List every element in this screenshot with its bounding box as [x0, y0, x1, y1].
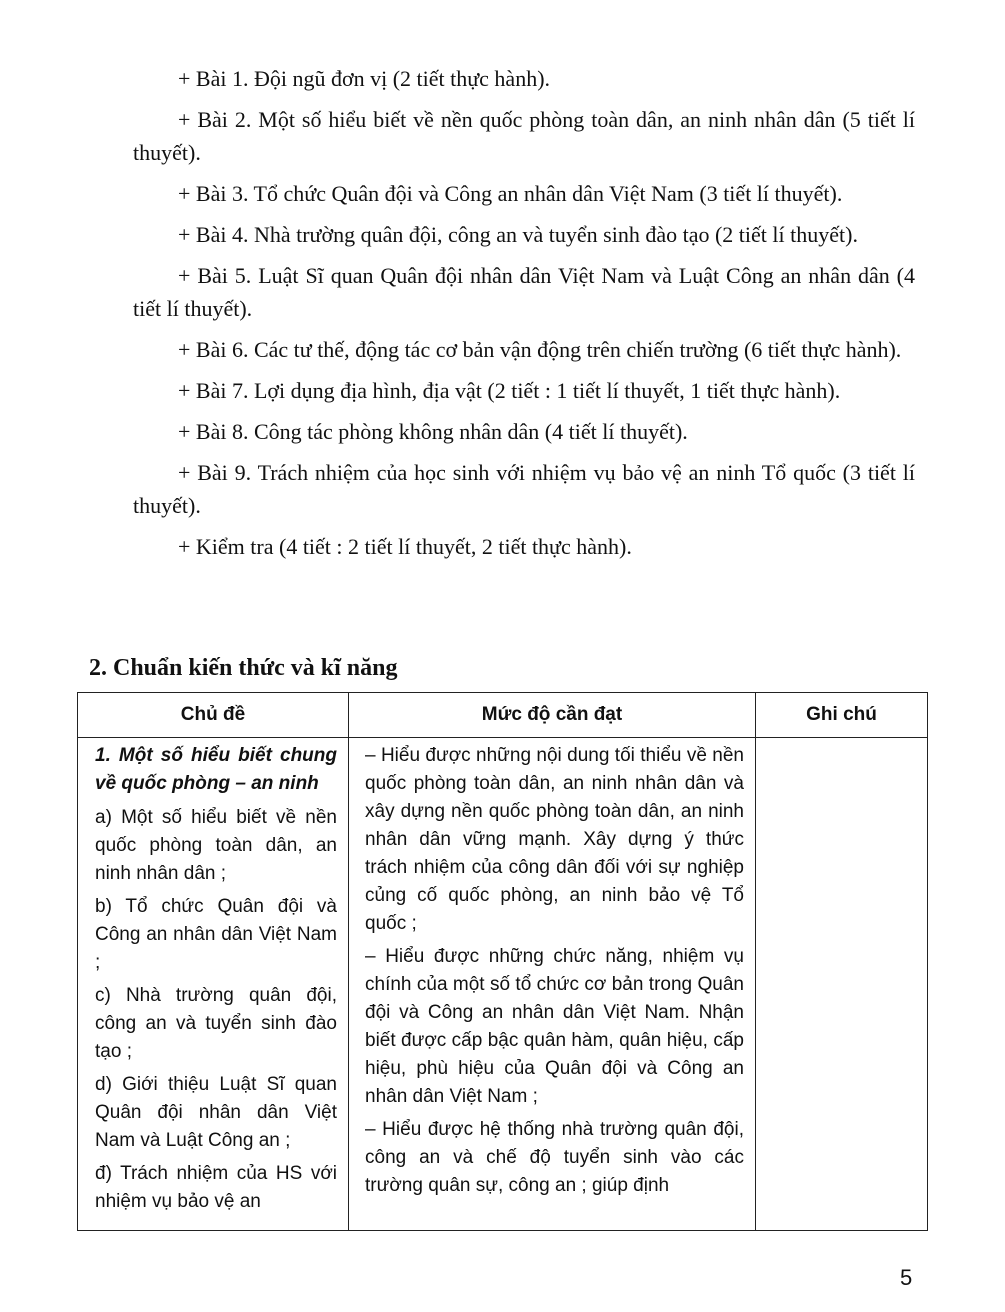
page-number: 5: [900, 1265, 913, 1290]
lesson-item: + Bài 1. Đội ngũ đơn vị (2 tiết thực hành).: [178, 66, 551, 91]
requirement-item: – Hiểu được hệ thống nhà trường quân đội, công an và chế độ tuyển sinh vào các trường quân sự, công an ; giúp định: [365, 1119, 744, 1196]
lesson-item: + Kiểm tra (4 tiết : 2 tiết lí thuyết, 2 tiết thực hành).: [178, 534, 632, 559]
topic-title: 1. Một số hiểu biết chung về quốc phòng – an ninh: [95, 745, 337, 794]
topic-item: d) Giới thiệu Luật Sĩ quan Quân đội nhân dân Việt Nam và Luật Công an ;: [95, 1074, 337, 1151]
column-header-requirement: Mức độ cần đạt: [349, 693, 756, 738]
topic-item: a) Một số hiểu biết về nền quốc phòng toàn dân, an ninh nhân dân ;: [95, 807, 337, 884]
topic-item: b) Tổ chức Quân đội và Công an nhân dân Việt Nam ;: [95, 896, 337, 973]
topic-cell: [78, 738, 349, 1231]
requirement-item: – Hiểu được những nội dung tối thiểu về nền quốc phòng toàn dân, an ninh nhân dân và xây dựng nền quốc phòng toàn dân, an ninh nhân dân vững mạnh. Xây dựng ý thức trách nhiệm của công dân đối với sự nghiệp củng cố quốc phòng, an ninh bảo vệ Tổ quốc ;: [365, 745, 744, 934]
lesson-item: + Bài 5. Luật Sĩ quan Quân đội nhân dân Việt Nam và Luật Công an nhân dân (4 tiết lí thuyết).: [133, 263, 915, 321]
table-header-row: [78, 693, 928, 738]
column-header-note: Ghi chú: [756, 693, 928, 738]
topic-item: đ) Trách nhiệm của HS với nhiệm vụ bảo vệ an: [95, 1163, 337, 1212]
note-cell: [756, 738, 928, 1231]
lesson-item: + Bài 7. Lợi dụng địa hình, địa vật (2 tiết : 1 tiết lí thuyết, 1 tiết thực hành).: [178, 378, 841, 403]
section-heading: 2. Chuẩn kiến thức và kĩ năng: [89, 655, 398, 681]
requirement-item: – Hiểu được những chức năng, nhiệm vụ chính của một số tổ chức cơ bản trong Quân đội và Công an nhân dân Việt Nam. Nhận biết được cấp bậc quân hàm, quân hiệu, cấp hiệu, phù hiệu của Quân đội và Công an nhân dân Việt Nam ;: [365, 946, 744, 1107]
lesson-list: [133, 62, 915, 571]
lesson-item: + Bài 2. Một số hiểu biết về nền quốc phòng toàn dân, an ninh nhân dân (5 tiết lí thuyết).: [133, 107, 915, 165]
topic-item: c) Nhà trường quân đội, công an và tuyển sinh đào tạo ;: [95, 985, 337, 1062]
lesson-item: + Bài 3. Tổ chức Quân đội và Công an nhân dân Việt Nam (3 tiết lí thuyết).: [178, 181, 843, 206]
requirement-cell: [349, 738, 756, 1231]
lesson-item: + Bài 8. Công tác phòng không nhân dân (4 tiết lí thuyết).: [178, 419, 688, 444]
knowledge-skills-table: [77, 692, 928, 1231]
lesson-item: + Bài 4. Nhà trường quân đội, công an và tuyển sinh đào tạo (2 tiết lí thuyết).: [178, 222, 858, 247]
lesson-item: + Bài 9. Trách nhiệm của học sinh với nhiệm vụ bảo vệ an ninh Tổ quốc (3 tiết lí thuyết).: [133, 460, 915, 518]
table-row: [78, 738, 928, 1231]
column-header-topic: Chủ đề: [78, 693, 349, 738]
lesson-item: + Bài 6. Các tư thế, động tác cơ bản vận động trên chiến trường (6 tiết thực hành).: [178, 337, 902, 362]
